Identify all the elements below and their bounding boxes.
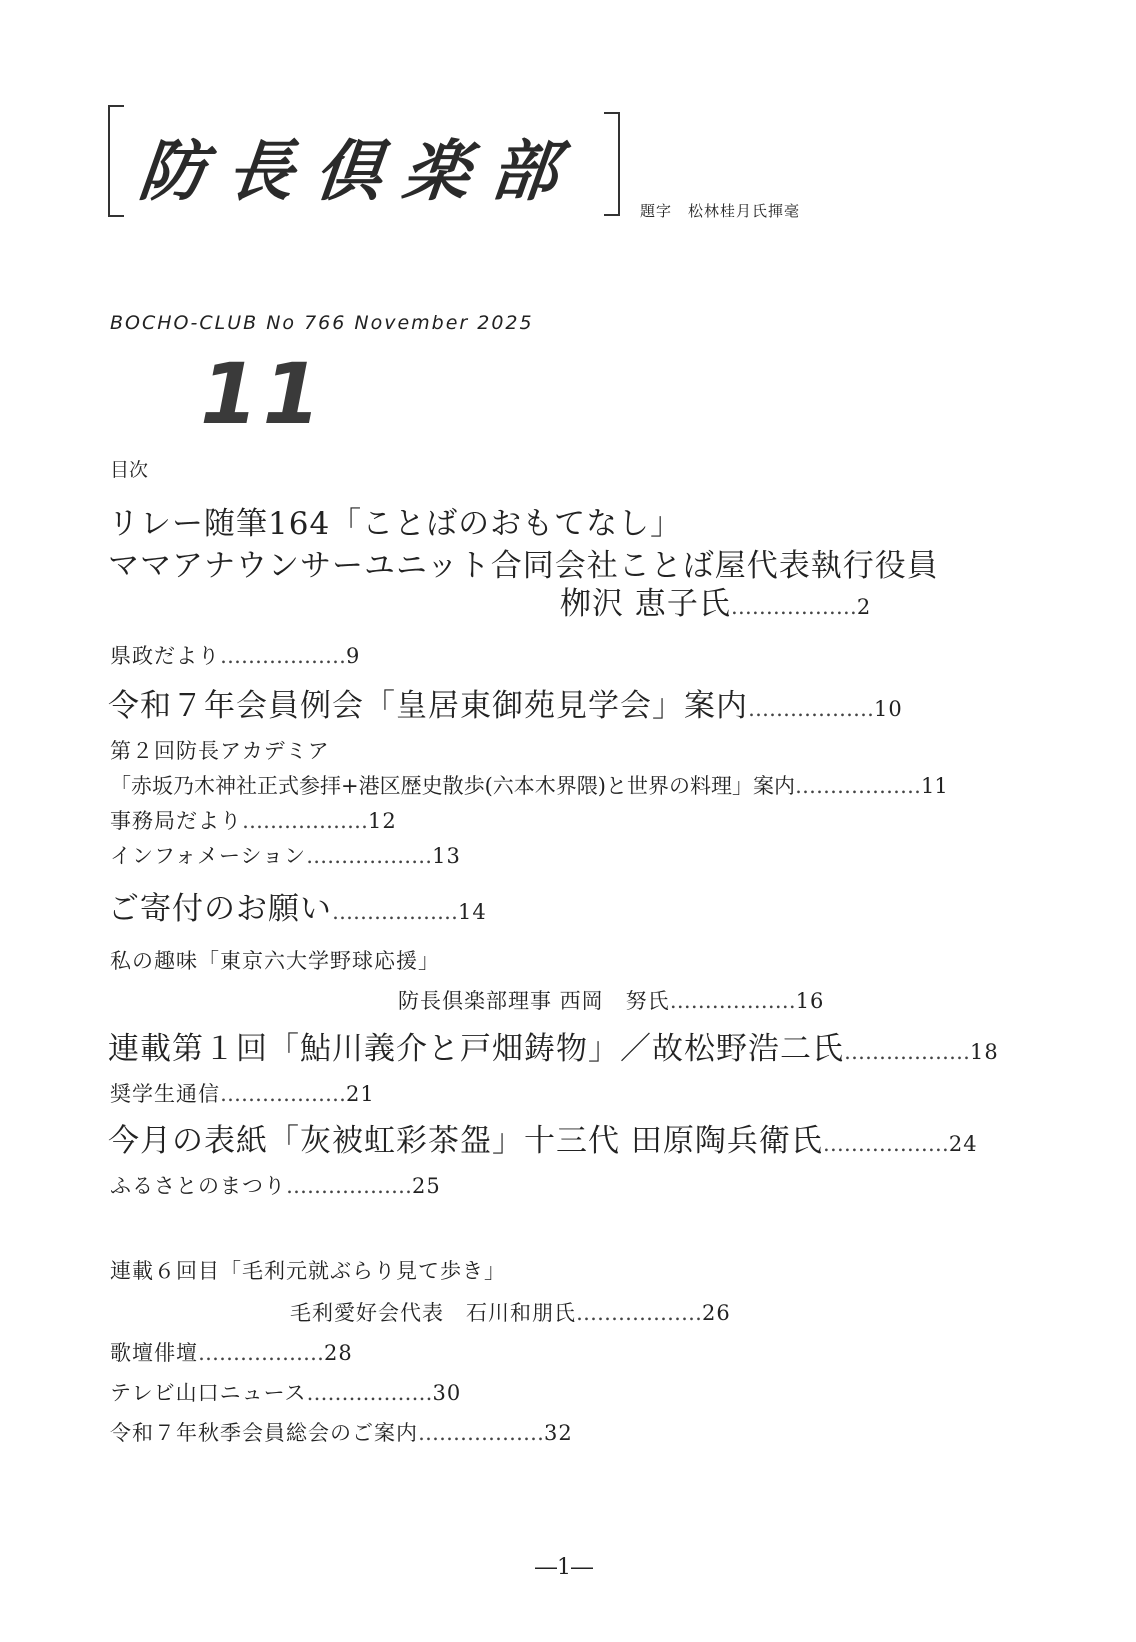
toc-entry-title: 連載第１回「鮎川義介と戸畑鋳物」／故松野浩二氏 — [108, 1031, 844, 1067]
toc-page: 30 — [432, 1381, 462, 1405]
toc-entry-title: ママアナウンサーユニット合同会社ことば屋代表執行役員 — [108, 548, 939, 584]
toc-page: 32 — [544, 1421, 573, 1445]
toc-leader: ……………… — [242, 809, 368, 833]
toc-entry — [110, 1337, 353, 1367]
toc-entry — [560, 578, 871, 623]
toc-leader: ……………… — [794, 774, 921, 798]
toc-entry-title: 私の趣味「東京六大学野球応援」 — [110, 949, 440, 973]
toc-page: 2 — [856, 595, 872, 619]
toc-page: 10 — [874, 697, 903, 721]
toc-leader: ……………… — [748, 697, 874, 721]
toc-entry — [110, 1377, 461, 1407]
toc-entry — [110, 840, 461, 870]
toc-leader: ……………… — [306, 844, 433, 868]
issue-month: 11 — [200, 345, 325, 443]
masthead-bracket-right — [604, 112, 620, 216]
toc-page: 24 — [948, 1132, 978, 1156]
toc-leader: ……………… — [576, 1301, 702, 1325]
toc-entry-title: 歌壇俳壇 — [110, 1341, 198, 1365]
toc-entry-title: 県政だより — [110, 644, 220, 668]
toc-leader: ……………… — [306, 1381, 433, 1405]
toc-entry — [398, 985, 824, 1015]
toc-entry — [108, 1115, 978, 1160]
toc-entry-title: 毛利愛好会代表 石川和朋氏 — [290, 1301, 576, 1325]
toc-entry-title: 事務局だより — [110, 809, 242, 833]
toc-entry-title: 令和７年秋季会員総会のご案内 — [110, 1421, 418, 1445]
toc-entry — [110, 945, 440, 975]
toc-entry-title: テレビ山口ニュース — [110, 1381, 307, 1405]
toc-page: 28 — [324, 1341, 353, 1365]
toc-leader: ……………… — [730, 595, 857, 619]
toc-entry-title: 連載６回目「毛利元就ぶらり見て歩き」 — [110, 1259, 506, 1283]
toc-entry — [110, 1417, 573, 1447]
calligraphy-credit: 題字 松林桂月氏揮毫 — [640, 202, 801, 220]
toc-entry-title: 防長倶楽部理事 西岡 努氏 — [398, 989, 670, 1013]
toc-entry — [108, 1023, 999, 1068]
toc-page: 18 — [970, 1040, 999, 1064]
toc-entry — [108, 883, 487, 928]
toc-heading: 目次 — [110, 459, 149, 481]
toc-page: 9 — [346, 644, 361, 668]
toc-entry-title: 第２回防長アカデミア — [110, 739, 330, 763]
toc-entry — [110, 640, 360, 670]
toc-entry-title: リレー随筆164「ことばのおもてなし」 — [108, 506, 683, 542]
toc-page: 13 — [432, 844, 461, 868]
toc-entry-title: ふるさとのまつり — [110, 1174, 286, 1198]
toc-entry-title: 栁沢 恵子氏 — [560, 586, 731, 622]
toc-entry — [110, 805, 397, 835]
toc-leader: ……………… — [822, 1132, 949, 1156]
toc-entry — [290, 1297, 731, 1327]
toc-leader: ……………… — [286, 1174, 412, 1198]
toc-entry — [110, 735, 330, 765]
toc-page: 26 — [702, 1301, 731, 1325]
masthead-title: 防長倶楽部 — [135, 132, 584, 210]
masthead-bracket-left — [108, 105, 124, 217]
toc-entry — [110, 1170, 441, 1200]
toc-entry-title: ご寄付のお願い — [108, 891, 332, 927]
toc-leader: ……………… — [844, 1040, 970, 1064]
toc-page: 11 — [920, 774, 948, 798]
toc-leader: ……………… — [198, 1341, 324, 1365]
toc-entry — [110, 1078, 375, 1108]
toc-entry — [108, 680, 903, 725]
page-number: ―1― — [535, 1555, 593, 1580]
toc-entry-title: インフォメーション — [110, 844, 307, 868]
toc-leader: ……………… — [220, 1082, 346, 1106]
toc-leader: ……………… — [418, 1421, 544, 1445]
toc-entry-title: 令和７年会員例会「皇居東御苑見学会」案内 — [108, 688, 748, 724]
toc-page: 12 — [368, 809, 397, 833]
toc-leader: ……………… — [220, 644, 346, 668]
toc-entry — [108, 498, 682, 543]
toc-page: 16 — [795, 989, 825, 1013]
toc-entry-title: 「赤坂乃木神社正式参拝+港区歴史散歩(六本木界隈)と世界の料理」案内 — [110, 774, 795, 798]
toc-entry-title: 今月の表紙「灰被虹彩茶盌」十三代 田原陶兵衛氏 — [108, 1123, 823, 1159]
toc-page: 14 — [458, 900, 487, 924]
toc-leader: ……………… — [669, 989, 796, 1013]
toc-entry-title: 奨学生通信 — [110, 1082, 220, 1106]
toc-entry — [110, 1255, 506, 1285]
toc-page: 25 — [412, 1174, 441, 1198]
toc-page: 21 — [346, 1082, 375, 1106]
toc-entry — [110, 770, 948, 800]
issue-line: BOCHO-CLUB No 766 November 2025 — [110, 312, 534, 334]
toc-leader: ……………… — [332, 900, 458, 924]
